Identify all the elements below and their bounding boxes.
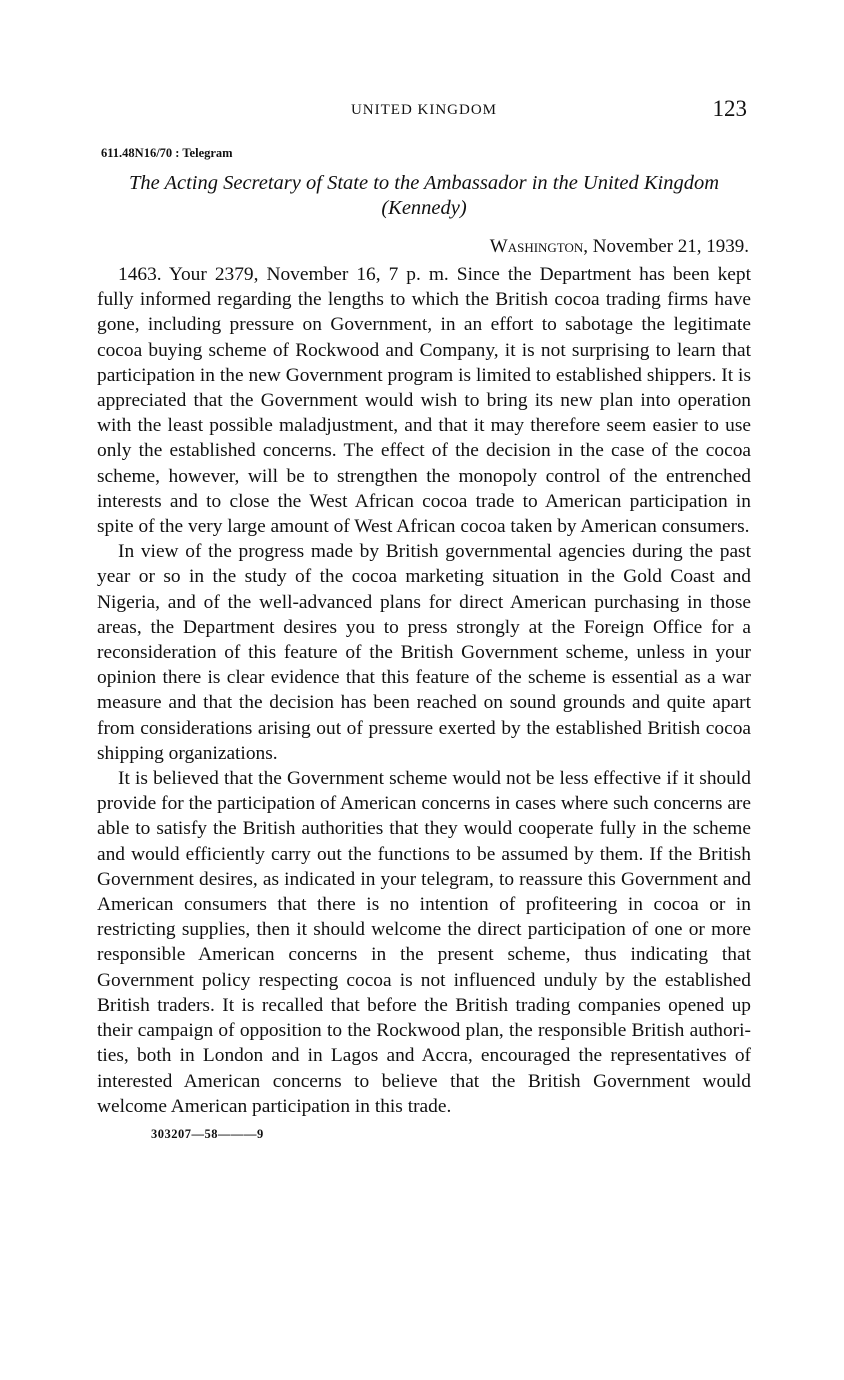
file-reference: 611.48N16/70 : Telegram — [101, 146, 233, 160]
document-title: The Acting Secretary of State to the Ambassador in the United Kingdom (Kennedy) — [128, 172, 720, 219]
paragraph-3: It is believed that the Government scheme would not be less effective if it should provide for the participation of American concerns in cases where such concerns are able to satisfy the British authorities that they would cooperate fully in the scheme and would efficiently carry out the functions to be assumed by them. If the British Government desires, as indicated in your telegram, to reassure this Government and American consumers that there is no intention of profiteering in cocoa or in restricting supplies, then it should welcome the direct participation of one or more responsible American concerns in the present scheme, thus indicating that Government policy respecting cocoa is not influenced unduly by the established British traders. It is recalled that before the British trading companies opened up their campaign of opposition to the Rockwood plan, the responsible British authorities, both in London and in Lagos and Accra, encouraged the representatives of interested American concerns to believe that the British Government would welcome American participation in this trade. — [97, 768, 751, 1117]
document-page — [97, 96, 751, 1142]
dateline — [97, 236, 749, 258]
printer-code: 303207—58———9 — [151, 1126, 264, 1141]
dateline-date: , November 21, 1939. — [583, 236, 749, 257]
running-header — [97, 96, 751, 126]
paragraph-2: In view of the progress made by British governmental agencies during the past year or so in the study of the cocoa marketing situation in the Gold Coast and Nigeria, and of the well-advanced plans for direct American purchasing in those areas, the Department desires you to press strongly at the Foreign Office for a reconsideration of this feature of the British Government scheme, unless in your opinion there is clear evidence that this feature of the scheme is essential as a war measure and that the decision has been reached on sound grounds and quite apart from considerations arising out of pressure exerted by the established British cocoa shipping organizations. — [97, 541, 751, 764]
paragraph-1: 1463. Your 2379, November 16, 7 p. m. Since the Department has been kept fully informed regarding the lengths to which the British cocoa trading firms have gone, including pressure on Government, in an effort to sabotage the legitimate cocoa buying scheme of Rockwood and Company, it is not surprising to learn that participation in the new Government program is limited to established shippers. It is appreciated that the Government would wish to bring its new plan into operation with the least possible maladjustment, and that it may therefore seem easier to use only the established concerns. The effect of the decision in the case of the cocoa scheme, however, will be to strengthen the monopoly control of the entrenched interests and to close the West African cocoa trade to American participation in spite of the very large amount of West African cocoa taken by American consumers. — [97, 264, 751, 538]
dateline-place: Washington — [489, 236, 584, 257]
page-number: 123 — [712, 96, 747, 121]
telegram-body — [97, 262, 751, 1119]
running-title: UNITED KINGDOM — [350, 102, 498, 118]
